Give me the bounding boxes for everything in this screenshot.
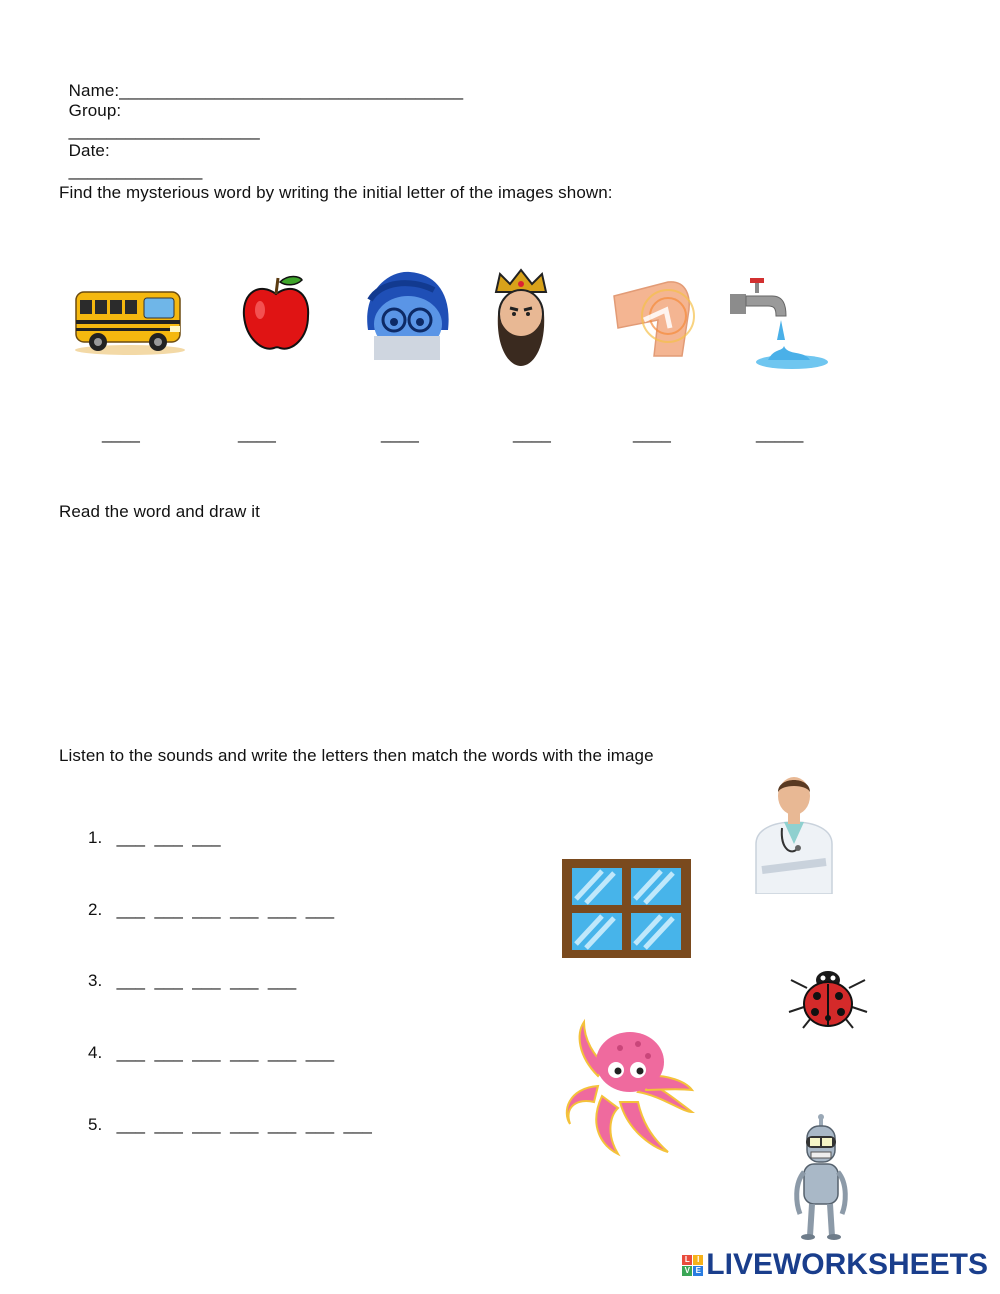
name-field[interactable]: ____________________________________ (119, 81, 464, 100)
logo-letter: E (693, 1266, 703, 1276)
date-field[interactable]: ______________ (68, 161, 203, 180)
logo-text: LIVEWORKSHEETS (706, 1248, 988, 1281)
answer-blank-1[interactable]: ____ (102, 424, 140, 443)
liveworksheets-logo (682, 1248, 988, 1282)
apple-icon (240, 272, 312, 354)
logo-letter: I (693, 1255, 703, 1265)
answer-blank-4[interactable]: ____ (513, 424, 551, 443)
doctor-icon[interactable] (752, 770, 836, 894)
octopus-icon[interactable] (558, 1016, 696, 1158)
sadness-character-icon (360, 270, 454, 360)
item-blanks[interactable]: ___ ___ ___ (116, 828, 221, 847)
section1-instruction: Find the mysterious word by writing the initial letter of the images shown: (59, 183, 613, 202)
item-blanks[interactable]: ___ ___ ___ ___ ___ ___ (116, 1043, 335, 1062)
item-number: 2. (88, 900, 103, 919)
item-blanks[interactable]: ___ ___ ___ ___ ___ ___ ___ (116, 1115, 372, 1134)
group-label: Group: (68, 101, 122, 120)
answer-blank-2[interactable]: ____ (238, 424, 276, 443)
item-number: 4. (88, 1043, 103, 1062)
header-row (59, 61, 463, 181)
king-icon (486, 266, 556, 368)
list-item (88, 1043, 334, 1063)
logo-letter: L (682, 1255, 692, 1265)
item-number: 5. (88, 1115, 103, 1134)
logo-letter: V (682, 1266, 692, 1276)
list-item (88, 1115, 372, 1135)
section2-instruction: Read the word and draw it (59, 502, 260, 521)
list-item (88, 828, 221, 848)
date-label: Date: (68, 141, 110, 160)
drawing-area[interactable] (59, 530, 939, 720)
answer-blank-5[interactable]: ____ (633, 424, 671, 443)
ladybug-icon[interactable] (781, 966, 875, 1032)
group-field[interactable]: ____________________ (68, 121, 260, 140)
logo-mark (682, 1255, 703, 1276)
item-blanks[interactable]: ___ ___ ___ ___ ___ ___ (116, 900, 335, 919)
window-icon[interactable] (562, 859, 691, 958)
item-number: 1. (88, 828, 103, 847)
list-item (88, 971, 296, 991)
section3-instruction: Listen to the sounds and write the letters then match the words with the image (59, 746, 654, 765)
item-number: 3. (88, 971, 103, 990)
elbow-icon (608, 276, 706, 360)
robot-icon[interactable] (792, 1114, 850, 1240)
name-label: Name: (68, 81, 120, 100)
item-blanks[interactable]: ___ ___ ___ ___ ___ (116, 971, 297, 990)
bus-icon (70, 282, 188, 356)
answer-blank-3[interactable]: ____ (381, 424, 419, 443)
list-item (88, 900, 334, 920)
water-tap-icon (728, 276, 832, 372)
answer-blank-6[interactable]: _____ (756, 424, 804, 443)
